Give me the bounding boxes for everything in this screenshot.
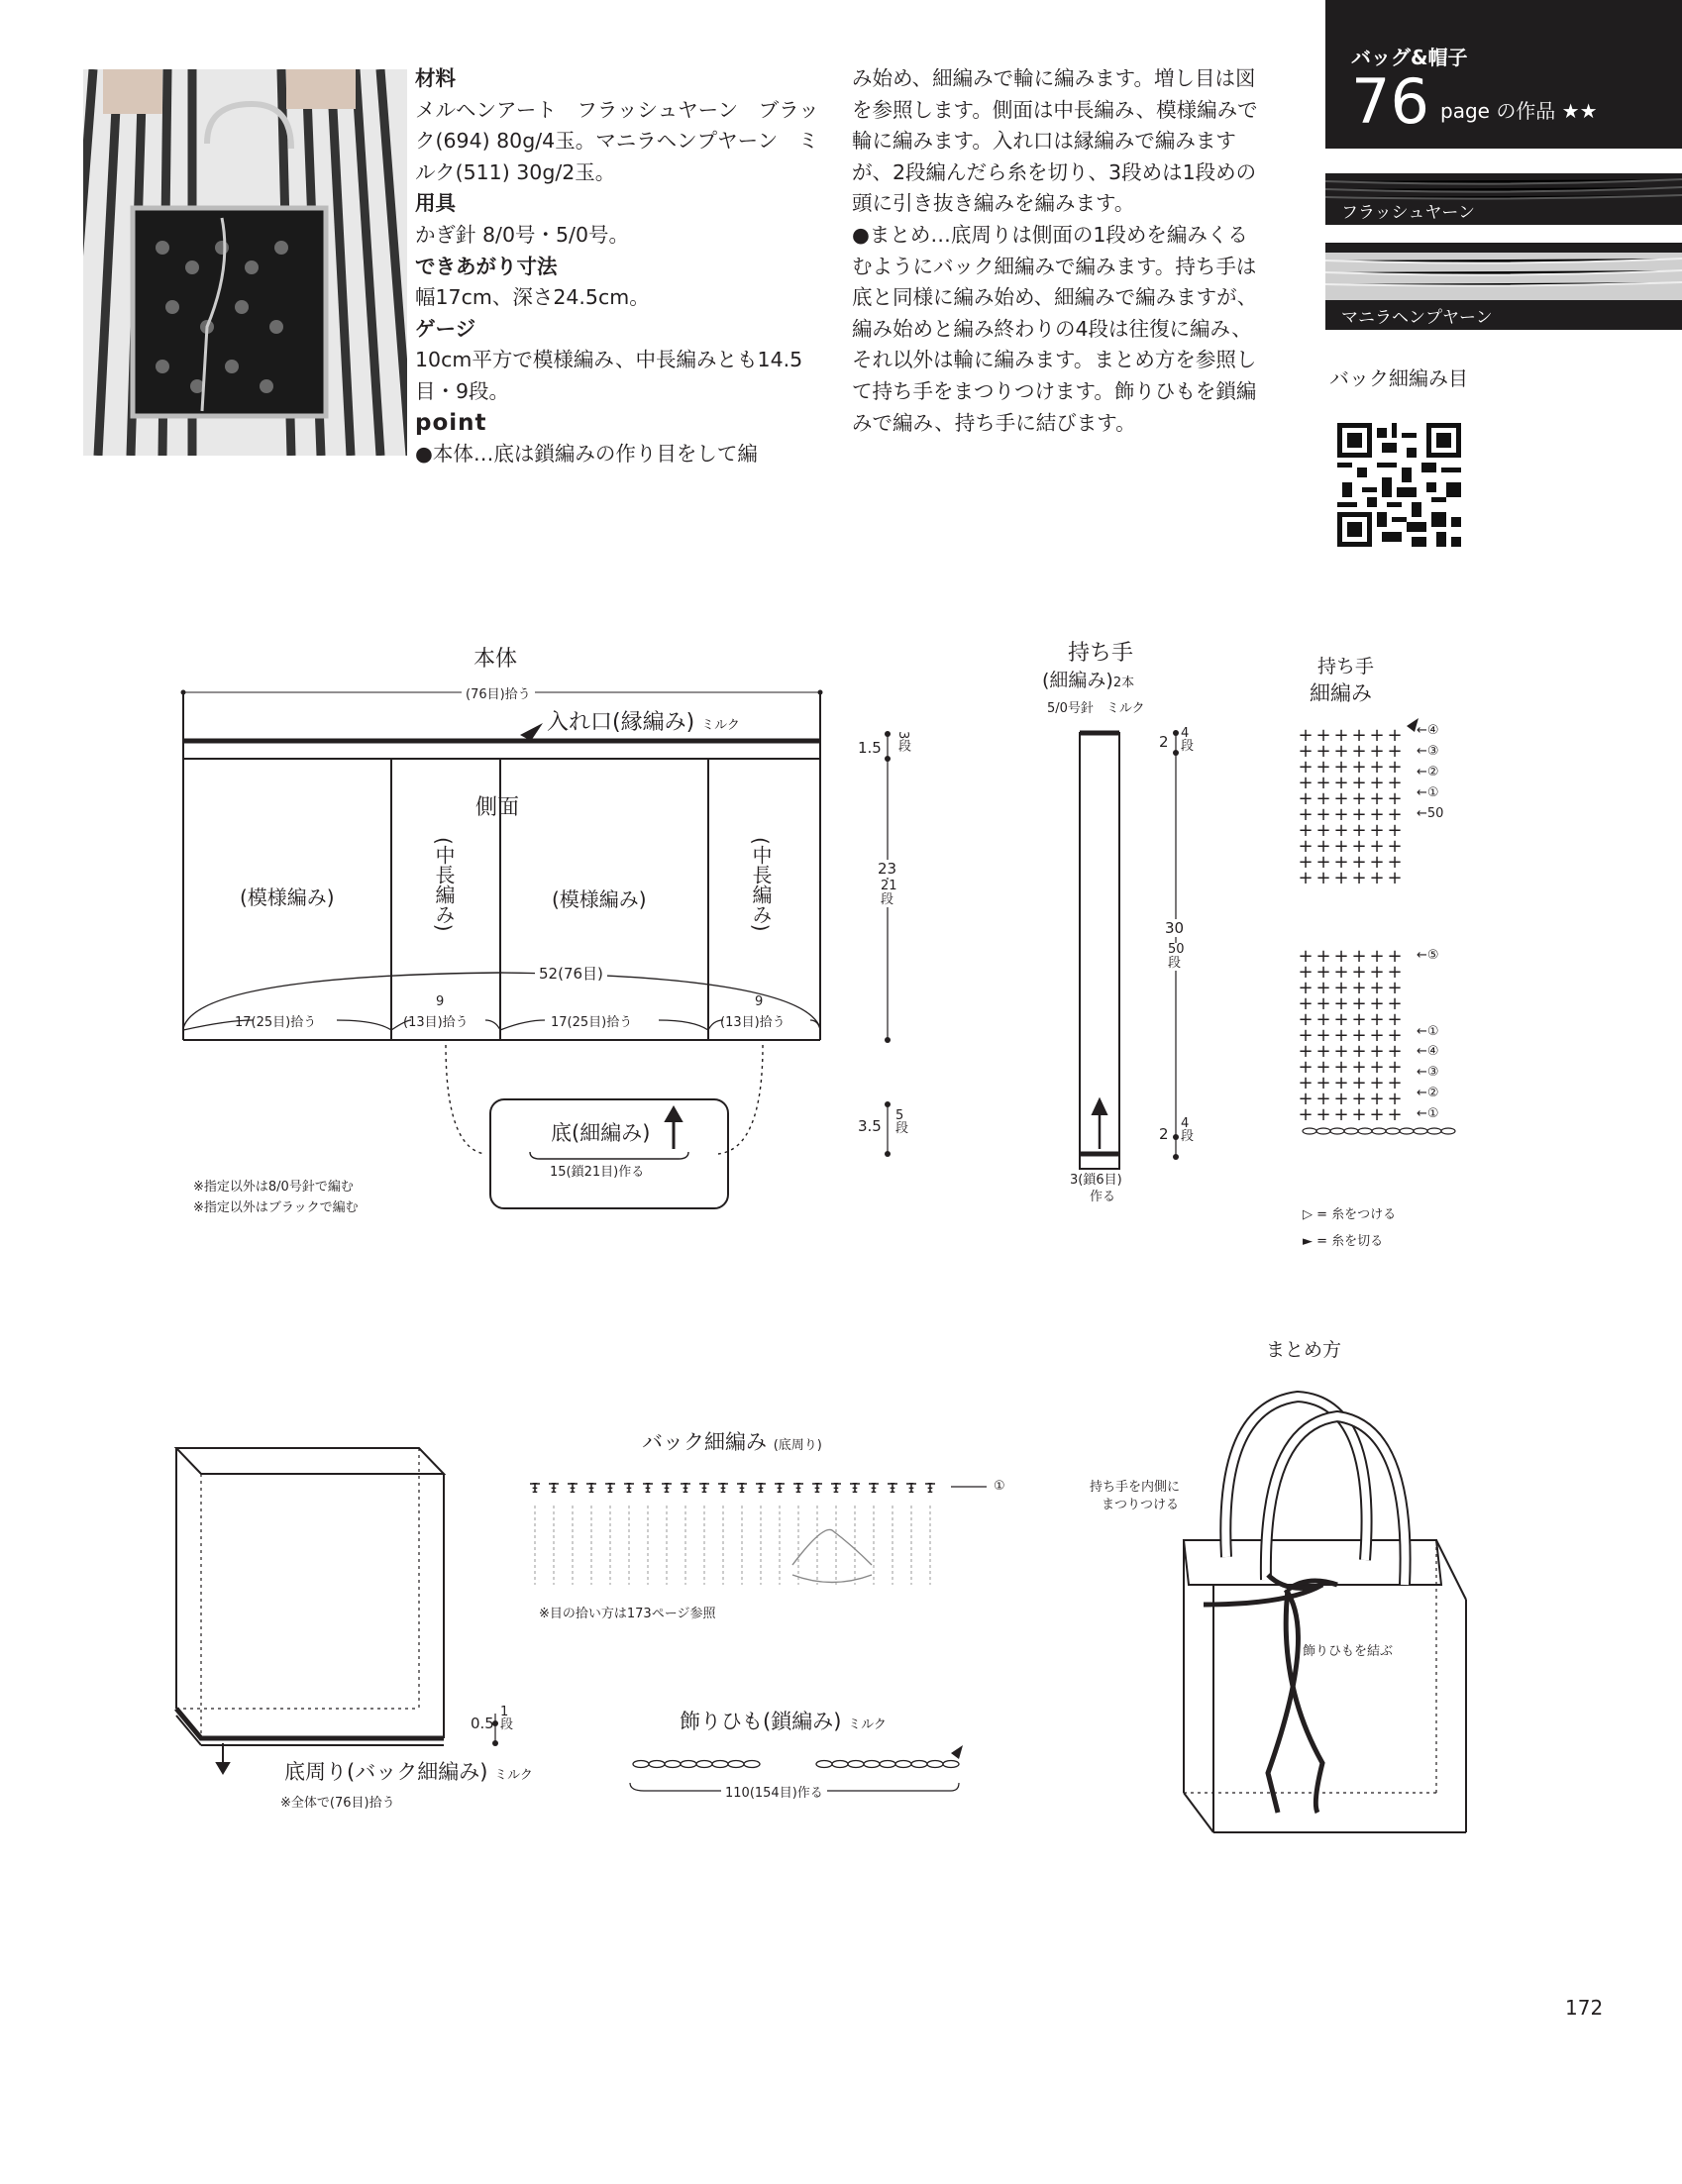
back-sc-symbol: ᵻ [776, 1477, 784, 1498]
stitch-symbol: + [1387, 836, 1403, 857]
cord-title: 飾りひも(鎖編み) [680, 1710, 842, 1733]
stitch-symbol: + [1298, 962, 1314, 983]
stitch-symbol: + [1351, 836, 1367, 857]
stitch-symbol: + [1333, 741, 1349, 762]
stitch-symbol: + [1298, 788, 1314, 809]
stitch-symbol: + [1333, 993, 1349, 1014]
stitch-symbol: + [1387, 1025, 1403, 1046]
stitch-symbol: + [1315, 1041, 1331, 1062]
back-sc-symbol: ᵻ [907, 1477, 915, 1498]
seg-hdc-cm-left: 9 [436, 994, 445, 1009]
stitch-symbol: + [1315, 946, 1331, 967]
stitch-symbol: + [1333, 836, 1349, 857]
stitch-symbol: + [1351, 773, 1367, 793]
back-sc-symbol: ᵻ [794, 1477, 802, 1498]
stitch-symbol: + [1315, 836, 1331, 857]
dim-opening-cm: 1.5 [858, 739, 882, 757]
back-sc-symbol: ᵻ [757, 1477, 765, 1498]
stitch-symbol: + [1387, 993, 1403, 1014]
handle-chart-row: ←③ [1417, 744, 1439, 759]
stitch-symbol: + [1387, 1089, 1403, 1109]
stitch-symbol: + [1298, 804, 1314, 825]
stitch-symbol: + [1387, 1041, 1403, 1062]
handle-chain-verb: 作る [1090, 1190, 1116, 1204]
handle-dim-mid-cm: 30 [1165, 919, 1185, 937]
stitch-symbol: + [1298, 1041, 1314, 1062]
stitch-symbol: + [1351, 820, 1367, 841]
back-sc-symbol: ᵻ [832, 1477, 840, 1498]
stitch-symbol: + [1315, 1104, 1331, 1125]
stitch-symbol: + [1369, 1089, 1385, 1109]
back-sc-symbol: ᵻ [569, 1477, 577, 1498]
handle-chart-row: ←② [1417, 765, 1439, 780]
back-sc-symbol: ᵻ [870, 1477, 878, 1498]
stitch-symbol: + [1315, 852, 1331, 873]
pattern-label-left: (模様編み) [240, 885, 335, 909]
dim-side-rows: 21段 [881, 879, 897, 907]
back-sc-title: バック細編み [642, 1430, 767, 1454]
assembly-title: まとめ方 [1266, 1339, 1342, 1361]
stitch-symbol: + [1387, 1104, 1403, 1125]
body-total-pick: (76目)拾う [462, 683, 535, 702]
stitch-symbol: + [1387, 741, 1403, 762]
back-sc-symbol: ᵻ [606, 1477, 614, 1498]
stitch-symbol: + [1333, 820, 1349, 841]
materials-text: メルヘンアート フラッシュヤーン ブラック(694) 80g/4玉。マニラヘンプヤーン ミルク(511) 30g/2玉。 [415, 97, 819, 184]
stitch-symbol: + [1369, 1041, 1385, 1062]
stitch-symbol: + [1298, 773, 1314, 793]
bottom-edge-note: ミルク [494, 1768, 533, 1783]
back-sc-symbol: ᵻ [587, 1477, 595, 1498]
stitch-symbol: + [1387, 757, 1403, 778]
stitch-symbol: + [1315, 1089, 1331, 1109]
back-sc-symbol: ᵻ [813, 1477, 821, 1498]
chain-stitch [1414, 1128, 1427, 1134]
stitch-symbol: + [1351, 852, 1367, 873]
side-label: 側面 [475, 795, 520, 820]
stitch-symbol: + [1351, 993, 1367, 1014]
tag-suffix: の作品 ★★ [1496, 99, 1598, 123]
back-sc-symbol: ᵻ [738, 1477, 746, 1498]
stitch-symbol: + [1351, 804, 1367, 825]
stitch-symbol: + [1369, 852, 1385, 873]
stitch-symbol: + [1369, 788, 1385, 809]
note-needle: ※指定以外は8/0号針で編む [193, 1180, 354, 1195]
stitch-symbol: + [1333, 725, 1349, 746]
stitch-symbol: + [1351, 1073, 1367, 1093]
stitch-symbol: + [1315, 741, 1331, 762]
stitch-symbol: + [1298, 757, 1314, 778]
stitch-symbol: + [1298, 1104, 1314, 1125]
stitch-symbol: + [1369, 1009, 1385, 1030]
size-text: 幅17cm、深さ24.5cm。 [415, 285, 650, 310]
handle-chart-row: ←⑤ [1417, 948, 1439, 963]
back-sc-note: (底周り) [773, 1438, 822, 1453]
handle-dim-bot-rows: 4段 [1181, 1116, 1195, 1144]
stitch-symbol: + [1315, 804, 1331, 825]
stitch-symbol: + [1315, 993, 1331, 1014]
back-sc-symbol: ᵻ [663, 1477, 671, 1498]
handle-subtitle: (細編み) [1042, 670, 1113, 691]
gauge-text: 10cm平方で模様編み、中長編みとも14.5目・9段。 [415, 348, 803, 403]
stitch-symbol: + [1369, 946, 1385, 967]
stitch-symbol: + [1298, 993, 1314, 1014]
bottom-edge-dim-rows: 1段 [500, 1705, 514, 1732]
body-width-label: 52(76目) [535, 963, 607, 984]
stitch-symbol: + [1369, 978, 1385, 998]
tag-page-number: 76 [1351, 65, 1429, 138]
body-title: 本体 [473, 647, 518, 672]
stitch-symbol: + [1369, 741, 1385, 762]
stitch-symbol: + [1351, 946, 1367, 967]
handle-hook: 5/0号針 ミルク [1047, 701, 1145, 716]
chain-stitch [1427, 1128, 1441, 1134]
tools-text: かぎ針 8/0号・5/0号。 [415, 222, 630, 247]
seg-pattern-right: 17(25目)拾う [551, 1015, 633, 1030]
stitch-symbol: + [1369, 757, 1385, 778]
handle-chart-row: ←④ [1417, 1044, 1439, 1059]
bottom-label: 底(細編み) [551, 1121, 651, 1145]
stitch-symbol: + [1315, 978, 1331, 998]
stitch-symbol: + [1333, 946, 1349, 967]
stitch-symbol: + [1369, 962, 1385, 983]
stitch-symbol: + [1333, 1104, 1349, 1125]
handle-chain: 3(鎖6目) [1070, 1173, 1122, 1188]
size-heading: できあがり寸法 [415, 254, 558, 278]
stitch-symbol: + [1298, 868, 1314, 888]
page-number: 172 [1565, 1996, 1604, 2020]
chain-stitch [1316, 1128, 1330, 1134]
back-sc-symbol: ᵻ [719, 1477, 727, 1498]
stitch-symbol: + [1387, 1073, 1403, 1093]
stitch-detail [792, 1529, 872, 1582]
stitch-symbol: + [1387, 788, 1403, 809]
handle-chart-title-1: 持ち手 [1317, 656, 1375, 677]
back-sc-row: ① [994, 1479, 1005, 1494]
stitch-symbol: + [1351, 978, 1367, 998]
stitch-symbol: + [1351, 868, 1367, 888]
back-sc-symbol: ᵻ [700, 1477, 708, 1498]
stitch-symbol: + [1315, 1025, 1331, 1046]
stitch-symbol: + [1315, 1009, 1331, 1030]
handle-dim-top-cm: 2 [1159, 733, 1169, 751]
seg-hdc-pick-left: (13目)拾う [403, 1015, 469, 1030]
stitch-symbol: + [1351, 962, 1367, 983]
gauge-heading: ゲージ [415, 316, 476, 341]
cord-note: ミルク [848, 1717, 887, 1732]
point-heading: point [415, 409, 487, 436]
stitch-symbol: + [1387, 978, 1403, 998]
stitch-symbol: + [1369, 868, 1385, 888]
stitch-symbol: + [1333, 788, 1349, 809]
stitch-symbol: + [1315, 820, 1331, 841]
stitch-symbol: + [1333, 804, 1349, 825]
stitch-symbol: + [1333, 868, 1349, 888]
stitch-symbol: + [1333, 1009, 1349, 1030]
stitch-symbol: + [1315, 868, 1331, 888]
stitch-symbol: + [1333, 1073, 1349, 1093]
tag-category: バッグ&帽子 [1351, 46, 1468, 69]
handle-chart-row: ←① [1417, 1024, 1439, 1039]
stitch-symbol: + [1387, 804, 1403, 825]
legend-cut: ► = 糸を切る [1303, 1234, 1384, 1249]
stitch-symbol: + [1315, 962, 1331, 983]
legend-attach: ▷ = 糸をつける [1303, 1207, 1397, 1222]
stitch-symbol: + [1369, 820, 1385, 841]
handle-chart-row: ←① [1417, 785, 1439, 800]
stitch-symbol: + [1351, 1104, 1367, 1125]
stitch-symbol: + [1298, 852, 1314, 873]
bottom-edge-dim-cm: 0.5 [471, 1715, 494, 1732]
note-color: ※指定以外はブラックで編む [193, 1200, 359, 1215]
stitch-symbol: + [1333, 978, 1349, 998]
chain-stitch [1441, 1128, 1455, 1134]
assembly-note-handle-1: 持ち手を内側に [1090, 1480, 1181, 1495]
stitch-symbol: + [1351, 757, 1367, 778]
stitch-symbol: + [1369, 1025, 1385, 1046]
chain-stitch [1386, 1128, 1400, 1134]
stitch-symbol: + [1351, 1057, 1367, 1078]
stitch-symbol: + [1333, 1057, 1349, 1078]
hdc-label-left: (中長編み) [432, 837, 456, 932]
back-sc-symbol: ᵻ [625, 1477, 633, 1498]
handle-chart-row: ←④ [1417, 723, 1439, 738]
stitch-symbol: + [1298, 1073, 1314, 1093]
handle-dim-top-rows: 4段 [1181, 726, 1195, 754]
stitch-symbol: + [1298, 1089, 1314, 1109]
stitch-symbol: + [1369, 836, 1385, 857]
stitch-symbol: + [1298, 836, 1314, 857]
dim-bottom-rows: 5段 [895, 1108, 909, 1136]
stitch-symbol: + [1369, 773, 1385, 793]
stitch-symbol: + [1387, 725, 1403, 746]
stitch-symbol: + [1369, 725, 1385, 746]
stitch-symbol: + [1315, 1057, 1331, 1078]
dim-bottom-cm: 3.5 [858, 1117, 882, 1135]
opening-label: 入れ口(縁編み) [547, 710, 695, 735]
stitch-symbol: + [1333, 1041, 1349, 1062]
stitch-symbol: + [1369, 1073, 1385, 1093]
stitch-symbol: + [1333, 1089, 1349, 1109]
stitch-symbol: + [1351, 1025, 1367, 1046]
stitch-symbol: + [1351, 725, 1367, 746]
stitch-symbol: + [1298, 1025, 1314, 1046]
stitch-symbol: + [1298, 820, 1314, 841]
handle-chart-row: ←① [1417, 1106, 1439, 1121]
handle-chart-title-2: 細編み [1310, 681, 1372, 705]
back-sc-symbol: ᵻ [531, 1477, 539, 1498]
stitch-symbol: + [1387, 1009, 1403, 1030]
materials-heading: 材料 [415, 66, 456, 90]
point-text-2: ●まとめ…底周りは側面の1段めを編みくるむようにバック細編みで編みます。持ち手は底と同様に編み始め、細編みで編みますが、編み始めと編み終わりの4段は往復に編み、それ以外は輪に編みます。まとめ方を参照して持ち手をまつりつけます。飾りひもを鎖編みで編み、持ち手に結びます。 [852, 222, 1258, 435]
assembly-note-handle-2: まつりつける [1102, 1498, 1180, 1512]
seg-pattern-left: 17(25目)拾う [235, 1015, 317, 1030]
stitch-symbol: + [1369, 804, 1385, 825]
handle-chart-row: ←② [1417, 1086, 1439, 1100]
stitch-symbol: + [1369, 1057, 1385, 1078]
back-sc-symbol: ᵻ [851, 1477, 859, 1498]
stitch-symbol: + [1315, 773, 1331, 793]
stitch-symbol: + [1298, 946, 1314, 967]
stitch-symbol: + [1369, 1104, 1385, 1125]
handle-dim-mid-rows: 50段 [1168, 942, 1185, 971]
stitch-symbol: + [1298, 978, 1314, 998]
dim-side-cm: 23 [878, 860, 897, 878]
chain-stitch [1372, 1128, 1386, 1134]
stitch-symbol: + [1333, 1025, 1349, 1046]
stitch-symbol: + [1387, 868, 1403, 888]
chain-stitch [1344, 1128, 1358, 1134]
stitch-symbol: + [1387, 946, 1403, 967]
seg-hdc-pick-right: (13目)拾う [720, 1015, 786, 1030]
back-sc-symbol: ᵻ [550, 1477, 558, 1498]
chain-stitch [1400, 1128, 1414, 1134]
point-text-1: ●本体…底は鎖編みの作り目をして編 [415, 442, 758, 467]
stitch-symbol: + [1298, 741, 1314, 762]
stitch-symbol: + [1298, 1057, 1314, 1078]
stitch-symbol: + [1387, 852, 1403, 873]
stitch-symbol: + [1351, 1009, 1367, 1030]
assembly-note-cord: 飾りひもを結ぶ [1303, 1644, 1394, 1659]
tools-heading: 用具 [415, 191, 456, 216]
cord-chain: 110(154目)作る [721, 1782, 827, 1801]
back-sc-symbol: ᵻ [926, 1477, 934, 1498]
back-sc-symbol: ᵻ [889, 1477, 896, 1498]
stitch-symbol: + [1298, 725, 1314, 746]
bottom-edge-pick: ※全体で(76目)拾う [280, 1796, 395, 1811]
stitch-symbol: + [1351, 741, 1367, 762]
stitch-symbol: + [1315, 757, 1331, 778]
seg-hdc-cm-right: 9 [755, 994, 764, 1009]
stitch-symbol: + [1315, 1073, 1331, 1093]
handle-chart-row: ←50 [1417, 806, 1444, 821]
stitch-symbol: + [1369, 993, 1385, 1014]
stitch-symbol: + [1351, 1041, 1367, 1062]
opening-note: ミルク [701, 718, 740, 733]
stitch-symbol: + [1333, 757, 1349, 778]
pattern-label-right: (模様編み) [552, 887, 647, 911]
stitch-symbol: + [1333, 852, 1349, 873]
stitch-symbol: + [1333, 962, 1349, 983]
handle-count: 2本 [1112, 676, 1135, 690]
handle-dim-bot-cm: 2 [1159, 1125, 1169, 1143]
stitch-symbol: + [1387, 1057, 1403, 1078]
yarn-sample-manila-label: マニラヘンプヤーン [1341, 308, 1493, 328]
back-sc-symbol: ᵻ [682, 1477, 689, 1498]
handle-chart-row: ←③ [1417, 1065, 1439, 1080]
dim-opening-rows: 3段 [895, 731, 910, 753]
bottom-edge-label: 底周り(バック細編み) [284, 1760, 488, 1784]
hdc-label-right: (中長編み) [749, 837, 773, 932]
stitch-symbol: + [1298, 1009, 1314, 1030]
point-text-1-cont: み始め、細編みで輪に編みます。増し目は図を参照します。側面は中長編み、模様編みで輪に編みます。入れ口は縁編みで編みますが、2段編んだら糸を切り、3段めは1段めの頭に引き抜き編みを編みます。 [852, 66, 1258, 216]
stitch-symbol: + [1387, 962, 1403, 983]
stitch-symbol: + [1351, 788, 1367, 809]
chain-stitch [1358, 1128, 1372, 1134]
bottom-chain: 15(鎖21目)作る [550, 1165, 645, 1180]
stitch-symbol: + [1315, 725, 1331, 746]
yarn-sample-flash-label: フラッシュヤーン [1341, 203, 1475, 223]
tag-page-word: page [1440, 99, 1490, 123]
chain-stitch [1303, 1128, 1316, 1134]
back-sc-symbol: ᵻ [644, 1477, 652, 1498]
back-sc-pick-note: ※目の拾い方は173ページ参照 [539, 1607, 716, 1621]
stitch-symbol: + [1387, 773, 1403, 793]
stitch-symbol: + [1351, 1089, 1367, 1109]
stitch-symbol: + [1387, 820, 1403, 841]
stitch-symbol: + [1315, 788, 1331, 809]
handle-title: 持ち手 [1068, 641, 1134, 666]
qr-caption: バック細編み目 [1329, 366, 1468, 390]
chain-stitch [1330, 1128, 1344, 1134]
stitch-symbol: + [1333, 773, 1349, 793]
